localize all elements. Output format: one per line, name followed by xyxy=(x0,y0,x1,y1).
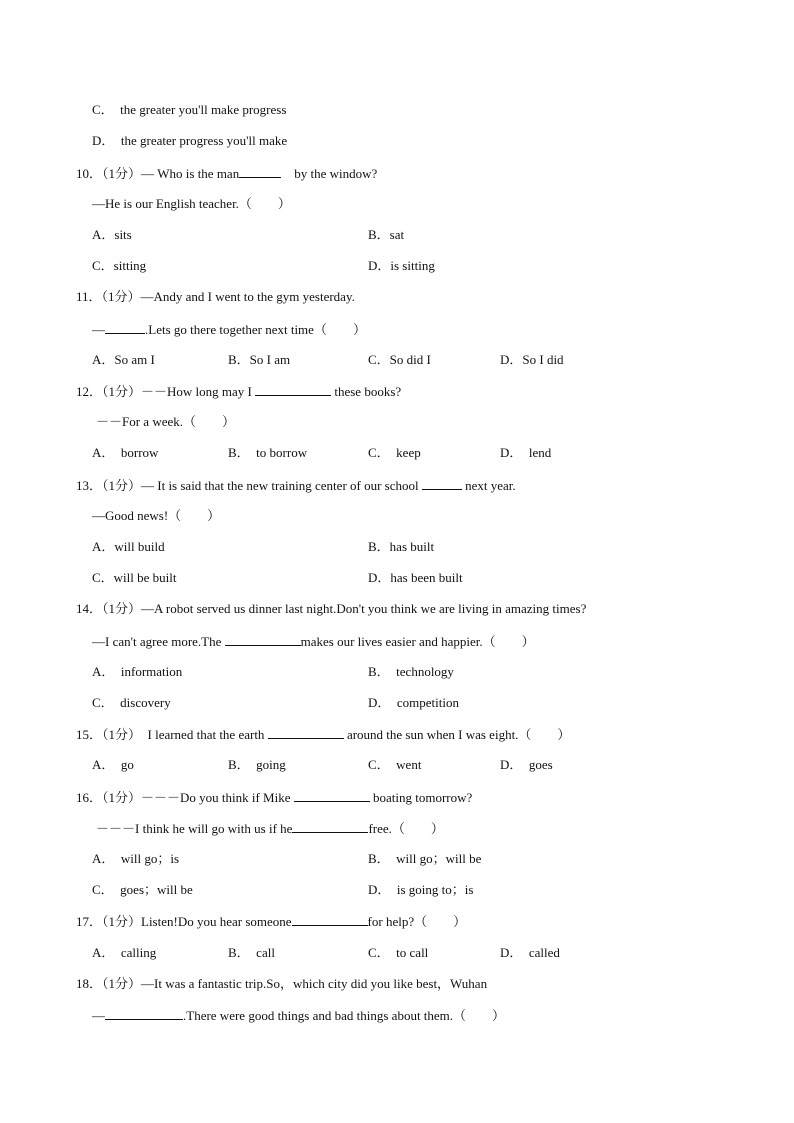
q15-option-b[interactable]: B． going xyxy=(228,757,286,772)
q13-stem-tail: next year. xyxy=(461,478,516,493)
q15-stem xyxy=(76,726,570,742)
q16-blank-1 xyxy=(294,789,370,802)
q9-option-c: C． the greater you'll make progress xyxy=(92,102,287,117)
q17-stem xyxy=(76,913,466,929)
q11-blank xyxy=(105,321,145,334)
q12-blank xyxy=(255,383,331,396)
q17-blank xyxy=(292,913,368,926)
q15-stem-text: 15．（1分） I learned that the earth xyxy=(76,727,268,742)
q11-option-d[interactable]: D．So I did xyxy=(500,352,564,367)
q15-option-a[interactable]: A． go xyxy=(92,757,134,772)
q14-line2-tail: makes our lives easier and happier.（ ） xyxy=(300,634,535,649)
q15-option-d[interactable]: D． goes xyxy=(500,757,553,772)
q10-line2: —He is our English teacher.（ ） xyxy=(92,196,291,211)
q10-option-b[interactable]: B．sat xyxy=(368,227,405,242)
q18-line2-tail: .There were good things and bad things about them.（ ） xyxy=(183,1008,506,1023)
q10-stem-text: 10．（1分）— Who is the man xyxy=(76,166,240,181)
q12-option-c[interactable]: C． keep xyxy=(368,445,421,460)
q10-stem-tail: by the window? xyxy=(281,166,378,181)
q12-stem xyxy=(76,383,401,399)
q17-stem-text: 17．（1分）Listen!Do you hear someone xyxy=(76,914,292,929)
q14-option-a[interactable]: A． information xyxy=(92,664,183,679)
q16-option-a[interactable]: A． will go；is xyxy=(92,851,180,866)
q18-dash: — xyxy=(92,1008,105,1023)
q12-stem-tail: these books? xyxy=(331,384,402,399)
q16-stem xyxy=(76,789,472,805)
q16-option-d[interactable]: D． is going to；is xyxy=(368,882,474,897)
q13-stem-text: 13．（1分）— It is said that the new training center of our school xyxy=(76,478,422,493)
q11-option-c[interactable]: C．So did I xyxy=(368,352,431,367)
q17-option-d[interactable]: D． called xyxy=(500,945,560,960)
q12-option-a[interactable]: A． borrow xyxy=(92,445,159,460)
q17-stem-tail: for help?（ ） xyxy=(367,914,467,929)
q10-blank xyxy=(239,165,281,178)
q15-blank xyxy=(268,726,344,739)
q9-option-d: D． the greater progress you'll make xyxy=(92,133,288,148)
q12-stem-text: 12．（1分）－－How long may I xyxy=(76,384,256,399)
q13-option-c[interactable]: C．will be built xyxy=(92,570,177,585)
q12-line2: －－For a week.（ ） xyxy=(96,414,236,429)
q16-line2 xyxy=(96,820,444,836)
q14-blank xyxy=(225,633,301,646)
q16-line2-tail: free.（ ） xyxy=(368,821,444,836)
q13-blank xyxy=(422,477,462,490)
q16-option-b[interactable]: B． will go；will be xyxy=(368,851,482,866)
q17-option-b[interactable]: B． call xyxy=(228,945,275,960)
q11-stem: 11．（1分）—Andy and I went to the gym yesterday. xyxy=(76,289,355,304)
q13-option-a[interactable]: A．will build xyxy=(92,539,165,554)
q17-option-a[interactable]: A． calling xyxy=(92,945,157,960)
q10-stem xyxy=(76,165,377,181)
q13-stem xyxy=(76,477,516,493)
q13-option-d[interactable]: D．has been built xyxy=(368,570,463,585)
q10-option-c[interactable]: C．sitting xyxy=(92,258,147,273)
q11-line2-tail: .Lets go there together next time（ ） xyxy=(145,322,366,337)
q15-option-c[interactable]: C． went xyxy=(368,757,422,772)
q18-stem: 18．（1分）—It was a fantastic trip.So，which city did you like best，Wuhan xyxy=(76,976,488,991)
q11-line2 xyxy=(92,321,366,337)
q10-option-d[interactable]: D．is sitting xyxy=(368,258,435,273)
q14-option-b[interactable]: B． technology xyxy=(368,664,454,679)
q13-line2: —Good news!（ ） xyxy=(92,508,221,523)
q16-stem-text: 16．（1分）－－－Do you think if Mike xyxy=(76,790,294,805)
q14-line2-text: —I can't agree more.The xyxy=(92,634,225,649)
q10-option-a[interactable]: A．sits xyxy=(92,227,132,242)
q16-blank-2 xyxy=(292,820,368,833)
q14-line2 xyxy=(92,633,535,649)
q11-option-a[interactable]: A．So am I xyxy=(92,352,155,367)
q18-line2 xyxy=(92,1007,505,1023)
q14-option-d[interactable]: D． competition xyxy=(368,695,459,710)
q13-option-b[interactable]: B．has built xyxy=(368,539,435,554)
q12-option-b[interactable]: B． to borrow xyxy=(228,445,308,460)
q14-option-c[interactable]: C． discovery xyxy=(92,695,171,710)
q18-blank xyxy=(105,1007,183,1020)
q11-option-b[interactable]: B．So I am xyxy=(228,352,291,367)
q16-stem-tail: boating tomorrow? xyxy=(369,790,473,805)
q12-option-d[interactable]: D． lend xyxy=(500,445,552,460)
q16-line2-text: －－－I think he will go with us if he xyxy=(96,821,293,836)
q16-option-c[interactable]: C． goes；will be xyxy=(92,882,193,897)
q17-option-c[interactable]: C． to call xyxy=(368,945,429,960)
q14-stem: 14．（1分）—A robot served us dinner last night.Don't you think we are living in amazing times? xyxy=(76,601,587,616)
q15-stem-tail: around the sun when I was eight.（ ） xyxy=(343,727,571,742)
q11-dash: — xyxy=(92,322,105,337)
